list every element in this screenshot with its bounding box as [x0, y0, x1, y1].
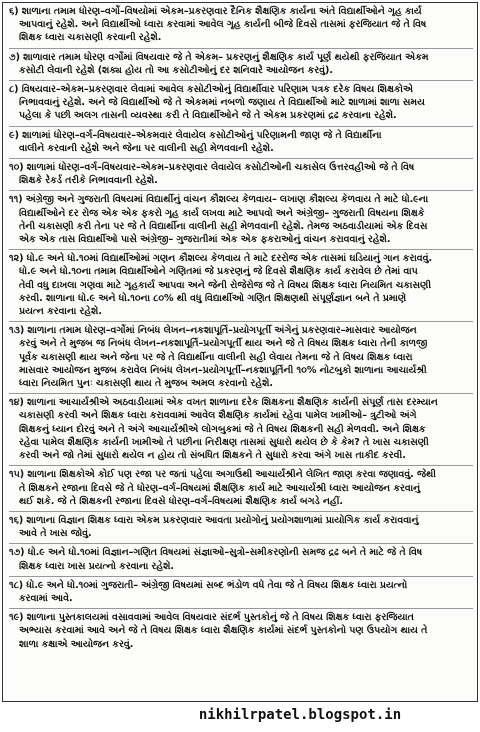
list-item: [9, 512, 473, 544]
text-line: ૧૬) શાળાના વિજ્ઞાન શિક્ષક ધ્વારા એકમ પ્રકરણવાર આવતા પ્રયોગોનું પ્રયોગશાળામાં પ્રાયોગિક કાર્ય કરાવવાનું: [9, 514, 419, 526]
text-line: શિક્ષકનું ધ્યાન દોરવું અને તે અંગે આચાર્યશ્રીએ લોગબુકમાં જે તે વિષય શિક્ષકની સહી મેળવવી. અને શિક્ષક: [19, 423, 426, 435]
text-line: ૧૩) શાળાના તમામ ધોરણ–વર્ગોમાં નિબંધ લેખન–નકશાપૂર્તિ–પ્રયોગપૂર્તી અંગેનું પ્રકરણવાર–માસવાર આયોજન: [9, 325, 417, 337]
text-line: રહેવા પામેલ શૈક્ષણિક કાર્યની ખામીઓ તે પછીના નિરીક્ષણ તાસમાં સુધારો થયેલ છે કે કેમ? તે ખાસ ચકાસણી: [19, 436, 429, 448]
text-line: ૧૧) અંગ્રેજી અને ગુજરાતી વિષયમાં વિદ્યાર્થીનું વાંચન કૌશલ્ય કેળવાય– લખાણ કૌશલ્ય કેળવાય તે માટે ધો.૯ના: [9, 194, 429, 206]
list-item: [9, 250, 473, 322]
text-line: ૧૨) ધો.૯ અને ધો.૧૦માં વિદ્યાર્થીઓમાં ગણન કૌશલ્ય કેળવાય તે માટે દરરોજ એક તાસમાં ઘડિયાનું ગાન કરાવવું.: [9, 253, 432, 265]
list-item: [9, 81, 473, 127]
text-line: ૯) શાળામાં ધોરણ–વર્ગ–વિષયવાર–એકમવાર લેવાયેલ કસોટીઓનું પરિણામની જાણ જે તે વિદ્યાર્થીના: [9, 129, 382, 141]
text-line: થઈ શકે. જે તે શિક્ષકની રજાના દિવસે ધોરણ–વર્ગ–વિષયમાં શૈક્ષણિક કાર્ય બગડે નહીં.: [19, 495, 343, 507]
list-item: [9, 191, 473, 250]
text-line: ૧૪) શાળાના આચાર્યશ્રીએ અઠવાડીયામાં એક વખત શાળાના દરેક શિક્ષકના શૈક્ષણિક કાર્યની સંપૂર્ણ તાસ દરમ્યાન: [9, 397, 438, 409]
text-line: તે શિક્ષકને રજાના દિવસે જે તે ધોરણ–વર્ગ–વિષયમાં શૈક્ષણિક કાર્ય માટે આચાર્યશ્રી ધ્વારા આયોજન કરવાનું: [19, 482, 421, 494]
text-line: ૮) વિષયવાર–એકમ–પ્રકરણવાર લેવામાં આવેલ કસોટીઓનું વિદ્યાર્થીવાર પરિણામ પત્રક દરેક વિષય શિક્ષકોએ: [9, 84, 413, 96]
text-line: વિદ્યાર્થીઓને દર રોજ એક એક ફકરો ગૃહ કાર્ય લખવા માટે આપવો અને અંગ્રેજી– ગુજરાતી વિષયના શિક્ષકે: [19, 207, 425, 219]
text-line: ૧૦) શાળામાં ધોરણ–વર્ગ–વિષયવાર–એકમ–પ્રકરણવાર લેવાયેલ કસોટીઓની ચકાસેલ ઉત્તરવહીઓ જે તે વિષ: [9, 162, 415, 174]
text-line: પહેલા કે પછી અલગ તાસની વ્યવસ્થા કરી તે વિદ્યાર્થીઓને જે તે એકમ પ્રકરણમાં દ્રઢ કરવાના રહેશે.: [19, 110, 397, 122]
list-item: [9, 466, 473, 512]
text-line: ૧૮) ધો.૯ અને ધો.૧૦માં ગુજરાતી– અંગ્રેજી વિષયમાં સબ્દ ભંડોળ વધે તેવા જે તે વિષય શિક્ષક ધ્વારા પ્રયત્નો: [9, 579, 408, 591]
text-line: ધ્વારા નિયમિત પુનઃ ચકાસણી થાય તે મુજબ અમલ કરવાનો રહેશે.: [19, 378, 273, 390]
list-item: [9, 394, 473, 466]
text-line: તેવી વધુ દાખલા ગણવા માટે ગૃહકાર્ય આપવા અને જેની રોજેરોજ જે તે વિષય શિક્ષક ધ્વારા નિયમિત ચકાસણી: [19, 279, 432, 291]
text-line: અભ્યાસ કરવામાં આવે અને જે તે વિષય શિક્ષક ધ્વારા શૈક્ષણિક કાર્યમાં સંદર્ભ પુસ્તકોનો પણ ઉપયોગ થાય તે: [19, 625, 428, 637]
text-line: ચકાસણી કરવી અને શિક્ષક ધ્વારા કરાવવામાં આવેલ શૈક્ષણિક કાર્યમાં રહેવા પામેલ ખામીઓ– ત્રુટીઓ અંગે: [19, 410, 417, 422]
text-line: શાળા કક્ષાએ આયોજન કરવું.: [19, 638, 134, 650]
text-line: ૧૫) શાળાના શિક્ષકોએ કોઈ પણ રજા પર જતાં પહેલા અગાઉથી આચાર્યશ્રીને લેખિત જાણ કરવા જણાવવું. જેથી: [9, 469, 436, 481]
text-line: શિક્ષકે રેકર્ડ તરીકે નિભાવવાની રહેશે.: [19, 175, 158, 187]
text-line: નિભાવવાનું રહેશે. અને જે વિદ્યાર્થીઓ જે તે એકમમાં નબળો જણાય તે વિદ્યાર્થીઓ માટે શાળામાં શાળા સમય: [19, 97, 425, 109]
list-item: [9, 609, 473, 654]
text-line: માસવાર આયોજન મુજબ કરાવેલ નિબંધ લેખન–પ્રયોગપૂર્તી–નકશાપૂર્તિની ૧૦% નોટબુકો શાળાના આચાર્યશ્રી: [19, 364, 427, 376]
text-line: કસોટી લેવાની રહેશે (શક્ય હોય તો આ કસોટીઓનું દર શનિવારે આયોજન કરવું).: [19, 64, 333, 76]
list-item: [9, 322, 473, 394]
text-line: ૧૭) ધો.૯ અને ધો.૧૦માં વિજ્ઞાન–ગણિત વિષયમાં સંજ્ઞાઓ–સુત્રો–સમીકરણોની સમજ દ્રઢ બને તે માટે જે તે વિષ: [9, 547, 423, 559]
text-line: કરવું અને તે મુજબ જ નિબંધ લેખન–નકશાપૂર્તિ–પ્રયોગપૂર્તી થાય અને જે તે વિષય શિક્ષક ધ્વારા તેની કાળજી: [19, 338, 428, 350]
text-line: શિક્ષક ધ્વારા ચકાસણી કરવાની રહેશે.: [19, 32, 162, 44]
text-line: શિક્ષક ધ્વારા ખાસ પ્રયત્નો કરવાના રહેશે.: [19, 560, 174, 572]
text-line: ધો.૯ અને ધો.૧૦ના તમામ વિદ્યાર્થીઓને ગણિતમાં જે પ્રકરણનું જે દિવસે શૈક્ષણિક કાર્ય કરાવેલ છે તેમાં વાપ: [19, 266, 418, 278]
text-line: વાલીને કરવાની રહેશે અને જેના પર વાલીની સહી મેળવવાની રહેશે.: [19, 142, 274, 154]
text-line: ૧૯) શાળાના પુસ્તકાલયમાં વસાવવામાં આવેલ વિષયવાર સંદર્ભ પુસ્તકોનું જે તે વિષય શિક્ષક ધ્વારા ફરજિયાત: [9, 612, 414, 624]
text-line: કરવી અને જો તેમાં સુધારો થયેલ ન હોય તો સંબધિત શિક્ષકને તે સુધારો કરવા અંગે ખાસ તાકીદ કરવી.: [19, 450, 406, 462]
text-line: તેની ચકાસણી કરી તેના પર જે તે વિદ્યાર્થીના વાલીની સહી મેળવવાની રહેશે. તેમજ અઠવાડીયામાં એક દિવસ: [19, 220, 428, 232]
list-item: [9, 159, 473, 191]
list-item: [9, 3, 473, 49]
text-line: ૭) શાળાવાર તમામ ધોરણ વર્ગોમાં વિષયવાર જે તે એકમ– પ્રકરણનું શૈક્ષણિક કાર્ય પૂર્ણ થયેથી ફરજિયાત એકમ: [9, 51, 429, 63]
list-item: [9, 127, 473, 159]
text-line: આપવાનું રહેશે. અને વિદ્યાર્થીઓ ધ્વારા કરવામાં આવેલ ગૃહ કાર્યની બીજે દિવસે તાસમાં ફરજિયાત જે તે વિષ: [19, 19, 427, 31]
text-line: કરવામાં આવે.: [19, 592, 73, 604]
text-line: કરવી. શાળાના ધો.૯ અને ધો.૧૦ના ૮૦% થી વધુ વિદ્યાર્થીઓ ગણિત શિક્ષણથી સંપૂર્ણજ્ઞાન બને તે પ્રમાણે: [19, 292, 407, 304]
text-line: ૬) શાળાના તમામ ધોરણ–વર્ગો–વિષયોમાં એકમ–પ્રકરણવાર દૈનિક શૈક્ષણિક કાર્યના અંતે વિદ્યાર્થીઓને ગૃહ કાર્ય: [9, 6, 422, 17]
text-line: પ્રયત્ન કરવાના રહેશે.: [19, 306, 102, 318]
list-item: [9, 544, 473, 576]
text-line: પૂર્વક ચકાસણી થાય અને જેના પર જે તે વિદ્યાર્થીના વાલીની સહી લેવાય તેમના જે તે વિષય શિક્ષક ધ્વારા: [19, 351, 413, 363]
document-page: [2, 2, 478, 702]
text-line: એક એક તાસ વિદ્યાર્થીઓ પાસે અંગ્રેજી– ગુજરાતીમાં એક એક ફકરાઓનું વાંચન કરાવવાનું રહેશે.: [19, 234, 391, 246]
text-line: આવે તે ખાસ જોવું.: [19, 528, 92, 540]
list-item: [9, 49, 473, 81]
blog-watermark: nikhilrpatel.blogspot.in: [198, 707, 402, 723]
list-item: [9, 577, 473, 609]
